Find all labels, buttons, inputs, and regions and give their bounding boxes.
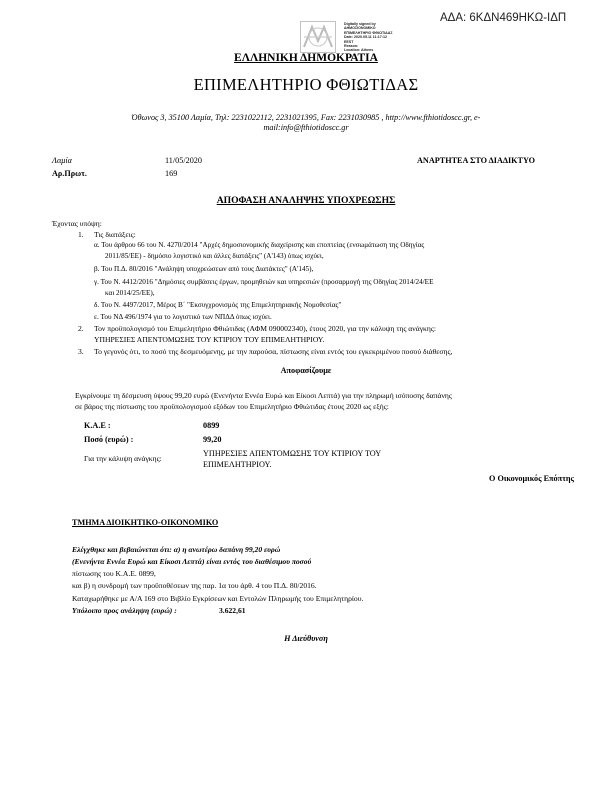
kae-value: 0899 xyxy=(203,421,220,430)
stamp-line: ΔΗΜΟΣΙΟΝΟΜΙΚΟ xyxy=(344,26,376,31)
budget-need: ΥΠΗΡΕΣΙΕΣ ΑΠΕΝΤΟΜΩΣΗΣ ΤΟΥ ΚΤΙΡΙΟΥ ΤΟΥ ΕΠΙΜΕΛΗΤΗΡΙΟΥ. xyxy=(94,335,325,344)
balance-value: 3.622,61 xyxy=(219,606,246,615)
need-value: ΥΠΗΡΕΣΙΕΣ ΑΠΕΝΤΟΜΩΣΗΣ ΤΟΥ ΚΤΙΡΙΟΥ ΤΟΥ xyxy=(203,449,382,458)
verification-kae-text: πίστωσης του Κ.Α.Ε. 0899, xyxy=(72,569,156,578)
verification-text: Ελέγχθηκε και βεβαιώνεται ότι: α) η ανωτέρω δαπάνη 99,20 ευρώ xyxy=(72,545,281,554)
provision-a: α. Του άρθρου 66 του Ν. 4270/2014 "Αρχές δημοσιονομικής διαχείρισης και εποπτείας (ενσωμάτωση της Οδηγίας xyxy=(94,241,425,249)
provisions-label: Τις διατάξεις: xyxy=(94,230,136,239)
verification-conditions-text: και β) η συνδρομή των προϋποθέσεων της παρ. 1α του άρθ. 4 του Π.Δ. 80/2016. xyxy=(72,581,317,590)
stamp-line: Location: Athens xyxy=(344,48,374,53)
stamp-line: Digitally signed by xyxy=(344,22,376,26)
intro-text: Έχοντας υπόψη: xyxy=(52,219,102,228)
decision-text: Εγκρίνουμε τη δέσμευση ύψους 99,20 ευρώ (Ενενήντα Εννέα Ευρώ και Είκοσι Λεπτά) για την πληρωμή ισόποσης δαπάνης xyxy=(75,391,452,400)
publish-note: ΑΝΑΡΤΗΤΕΑ ΣΤΟ ΔΙΑΔΙΚΤΥΟ xyxy=(417,156,535,165)
balance-label: Υπόλοιπο προς ανάληψη (ευρώ) : xyxy=(72,606,177,615)
list-number: 2. xyxy=(78,324,84,333)
signature-watermark-icon xyxy=(300,21,336,53)
need-value-cont: ΕΠΙΜΕΛΗΤΗΡΙΟΥ. xyxy=(203,460,272,469)
stamp-line: ΕΠΙΜΕΛΗΤΗΡΙΟ ΦΘΙΩΤΙΔΑΣ xyxy=(344,30,393,35)
organization-title: ΕΠΙΜΕΛΗΤΗΡΙΟ ΦΘΙΩΤΙΔΑΣ xyxy=(193,75,419,94)
contact-line: Όθωνος 3, 35100 Λαμία, Τηλ: 2231022112, 2231021395, Fax: 2231030985 , http://www.fthiotidoscc.gr, e- xyxy=(131,113,481,122)
budget-text: Τον προϋπολογισμό του Επιμελητήριο Φθιώτιδας (ΑΦΜ 090002340), έτους 2020, για την κάλυψη της ανάγκης: xyxy=(94,324,436,333)
decision-heading: Αποφασίζουμε xyxy=(280,366,332,375)
stamp-line: Date: 2020.05.11 11:17:12 xyxy=(344,35,387,40)
place-label: Λαμία xyxy=(52,156,72,165)
department-heading: ΤΜΗΜΑ ΔΙΟΙΚΗΤΙΚΟ-ΟΙΚΟΝΟΜΙΚΟ xyxy=(72,518,219,527)
directorate-signature: Η Διεύθυνση xyxy=(284,634,328,643)
protocol-number: 169 xyxy=(165,169,178,178)
fact-text: Το γεγονός ότι, το ποσό της δεσμευόμενης, με την παρούσα, πίστωσης είναι εντός του εγκεκριμένου ποσού διάθεσης, xyxy=(94,347,453,356)
stamp-line: EEST xyxy=(344,39,354,44)
provision-e: ε. Του ΝΔ 496/1974 για το λογιστικό των ΝΠΔΔ όπως ισχύει. xyxy=(94,313,272,321)
financial-supervisor-signature: Ο Οικονομικός Επόπτης xyxy=(489,474,574,483)
provision-a-cont: 2011/85/ΕΕ) - δημόσιο λογιστικό και άλλες διατάξεις" (Α'143) όπως ισχύει, xyxy=(105,252,324,260)
provision-c: γ. Του Ν. 4412/2016 "Δημόσιες συμβάσεις έργων, προμηθειών και υπηρεσιών (προσαρμογή της Οδηγίας 2014/24/ΕΕ xyxy=(94,278,434,286)
provision-c-cont: και 2014/25/ΕΕ), xyxy=(105,289,155,297)
list-number: 1. xyxy=(78,230,84,239)
contact-email: mail:info@fthiotidoscc.gr xyxy=(263,123,349,132)
document-date: 11/05/2020 xyxy=(165,156,202,165)
verification-line xyxy=(72,545,280,554)
provision-d: δ. Του Ν. 4497/2017, Μέρος Β΄ "Εκσυγχρονισμός της Επιμελητηριακής Νομοθεσίας" xyxy=(94,301,342,309)
stamp-line: Reason: xyxy=(344,44,359,49)
amount-value: 99,20 xyxy=(203,435,222,444)
kae-label: Κ.Α.Ε : xyxy=(84,421,111,430)
country-heading: ΕΛΛΗΝΙΚΗ ΔΗΜΟΚΡΑΤΙΑ xyxy=(234,52,378,64)
registration-text: Καταχωρήθηκε με Α/Α 169 στο Βιβλίο Εγκρίσεων και Εντολών Πληρωμής του Επιμελητηρίου. xyxy=(72,594,364,603)
protocol-label: Αρ.Πρωτ. xyxy=(52,169,87,178)
decision-text-cont: σε βάρος της πίστωσης του προϋπολογισμού εξόδων του Επιμελητήριο Φθιώτιδας έτους 2020 ως εξής: xyxy=(75,402,389,411)
list-number: 3. xyxy=(78,347,84,356)
digital-signature-stamp xyxy=(300,21,476,53)
provision-b: β. Του Π.Δ. 80/2016 "Ανάληψη υποχρεώσεων από τους Διατάκτες" (Α'145), xyxy=(94,265,314,273)
amount-label: Ποσό (ευρώ) : xyxy=(84,435,134,444)
need-label: Για την κάλυψη ανάγκης: xyxy=(84,454,162,463)
verification-amount-text: (Ενενήντα Εννέα Ευρώ και Είκοσι Λεπτά) είναι εντός του διαθέσιμου ποσού xyxy=(72,557,312,566)
document-title: ΑΠΟΦΑΣΗ ΑΝΑΛΗΨΗΣ ΥΠΟΧΡΕΩΣΗΣ xyxy=(216,195,396,206)
ada-code: ΑΔΑ: 6ΚΔΝ469ΗΚΩ-ΙΔΠ xyxy=(440,12,567,24)
